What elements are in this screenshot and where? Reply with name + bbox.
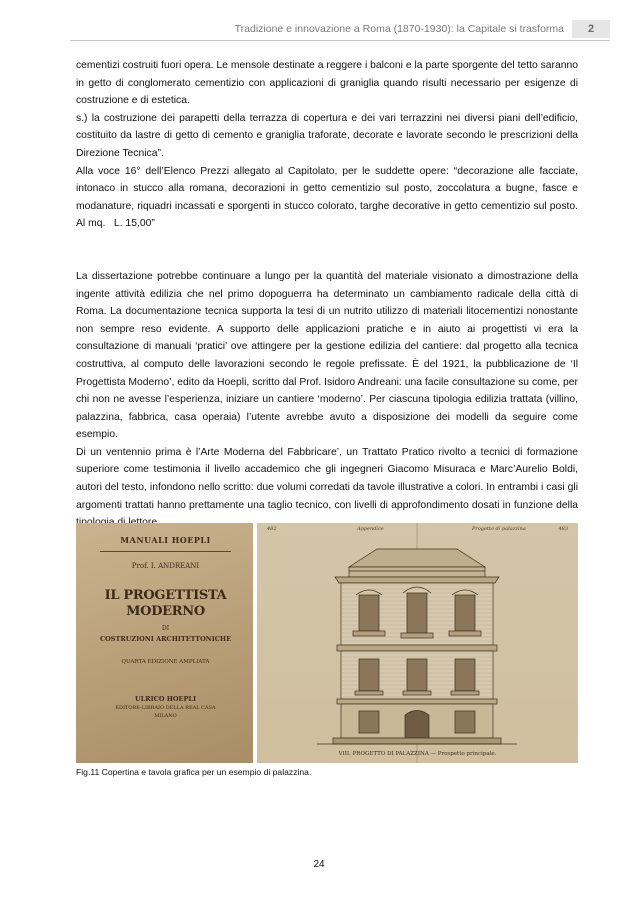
facade-drawing-image	[257, 523, 578, 763]
facade-illustration	[257, 523, 578, 763]
cover-publisher-line: EDITORE-LIBRAIO DELLA REAL CASA	[115, 705, 216, 711]
header-divider	[70, 40, 610, 41]
page-number: 24	[313, 859, 325, 870]
plate-right-head: Progetto di palazzina	[472, 526, 526, 532]
figure-caption: Fig.11 Copertina e tavola grafica per un esempio di palazzina.	[76, 767, 312, 777]
cover-author: Prof. I. ANDREANI	[131, 562, 200, 570]
plate-right-page: 483	[558, 526, 568, 532]
plate-header	[267, 526, 568, 536]
cover-rule	[100, 551, 231, 552]
cover-connector: DI	[161, 625, 170, 632]
book-cover-image	[76, 523, 253, 763]
plate-caption: VIII. PROGETTO DI PALAZZINA — Prospetto principale.	[338, 751, 497, 757]
plate-left-page: 482	[267, 526, 277, 532]
cover-publisher: ULRICO HOEPLI	[134, 695, 197, 703]
paragraph: cementizi costruiti fuori opera. Le mensole destinate a reggere i balconi e la parte sporgente del tetto saranno in getto di conglomerato cementizio con applicazioni di graniglia quando risulti necessario per esigenze di costruzione e di estetica.	[76, 60, 578, 107]
page-header	[0, 20, 638, 40]
body-text	[76, 57, 601, 532]
paragraph-gap	[76, 233, 578, 268]
chapter-number-badge: 2	[572, 20, 610, 38]
cover-city: MILANO	[154, 713, 177, 719]
plate-left-head: Appendice	[357, 526, 384, 532]
paragraph: La dissertazione potrebbe continuare a lungo per la quantità del materiale visionato a dimostrazione della ingente attività edilizia che nel primo dopoguerra ha determinato un cambiamento radicale della città di Roma. La documentazione tecnica supporta la tesi di un nutrito utilizzo di materiali litocementizi nonostante non sempre reso evidente. A supporto delle applicazioni pratiche e in aiuto ai progettisti vi era la consultazione di manuali ‘pratici’ ove attingere per la gestione edilizia del cantiere: dal progetto alla tecnica costruttiva, al computo delle lavorazioni secondo le regole prefissate. È del 1921, la pubblicazione de ‘Il Progettista Moderno’, edito da Hoepli, scritto dal Prof. Isidoro Andreani: una facile consultazione su come, per chi non ne avesse l’esperienza, iniziare un cantiere ‘moderno’. Per ciascuna tipologia edilizia trattata (villino, palazzina, fabbrica, casa operaia) l’utente avrebbe avuto a disposizione dei modelli da seguire come esempio.	[76, 270, 578, 441]
cover-edition: QUARTA EDIZIONE AMPLIATA	[121, 659, 210, 665]
cover-series: MANUALI HOEPLI	[120, 535, 211, 545]
running-title: Tradizione e innovazione a Roma (1870-1930): la Capitale si trasforma	[234, 23, 564, 35]
cover-title: IL PROGETTISTA MODERNO	[104, 588, 227, 619]
paragraph: Alla voce 16° dell’Elenco Prezzi allegato al Capitolato, per le suddette opere: “decorazione alle facciate, intonaco in stucco alla romana, decorazioni in getto cementizio sul posto, zoccolatura a bugne, fasce e modanature, riquadri incassati e sporgenti in stucco colorato, targhe decorative in getto cementizio sul posto. Al mq. L. 15,00”	[76, 165, 601, 230]
paragraph: s.) la costruzione dei parapetti della terrazza di copertura e dei vari terrazzini nei diversi piani dell’edificio, costituito da lastre di getto di cemento e graniglia traforate, decorate e lavorate secondo le prescrizioni della Direzione Tecnica”.	[76, 112, 578, 159]
figure	[76, 523, 578, 763]
paragraph: Di un ventennio prima è l’Arte Moderna del Fabbricare’, un Trattato Pratico rivolto a tecnici di formazione superiore come testimonia il livello accademico che gli ingegneri Giacomo Misuraca e Marc’Aurelio Boldi, autori del testo, infondono nello scritto: due volumi corredati da tavole illustrative a colori. In entrambi i casi gli argomenti trattati hanno prettamente una taglio tecnico, con livelli di approfondimento dosati in funzione della	[76, 446, 578, 511]
cover-subtitle: COSTRUZIONI ARCHITETTONICHE	[99, 635, 232, 643]
